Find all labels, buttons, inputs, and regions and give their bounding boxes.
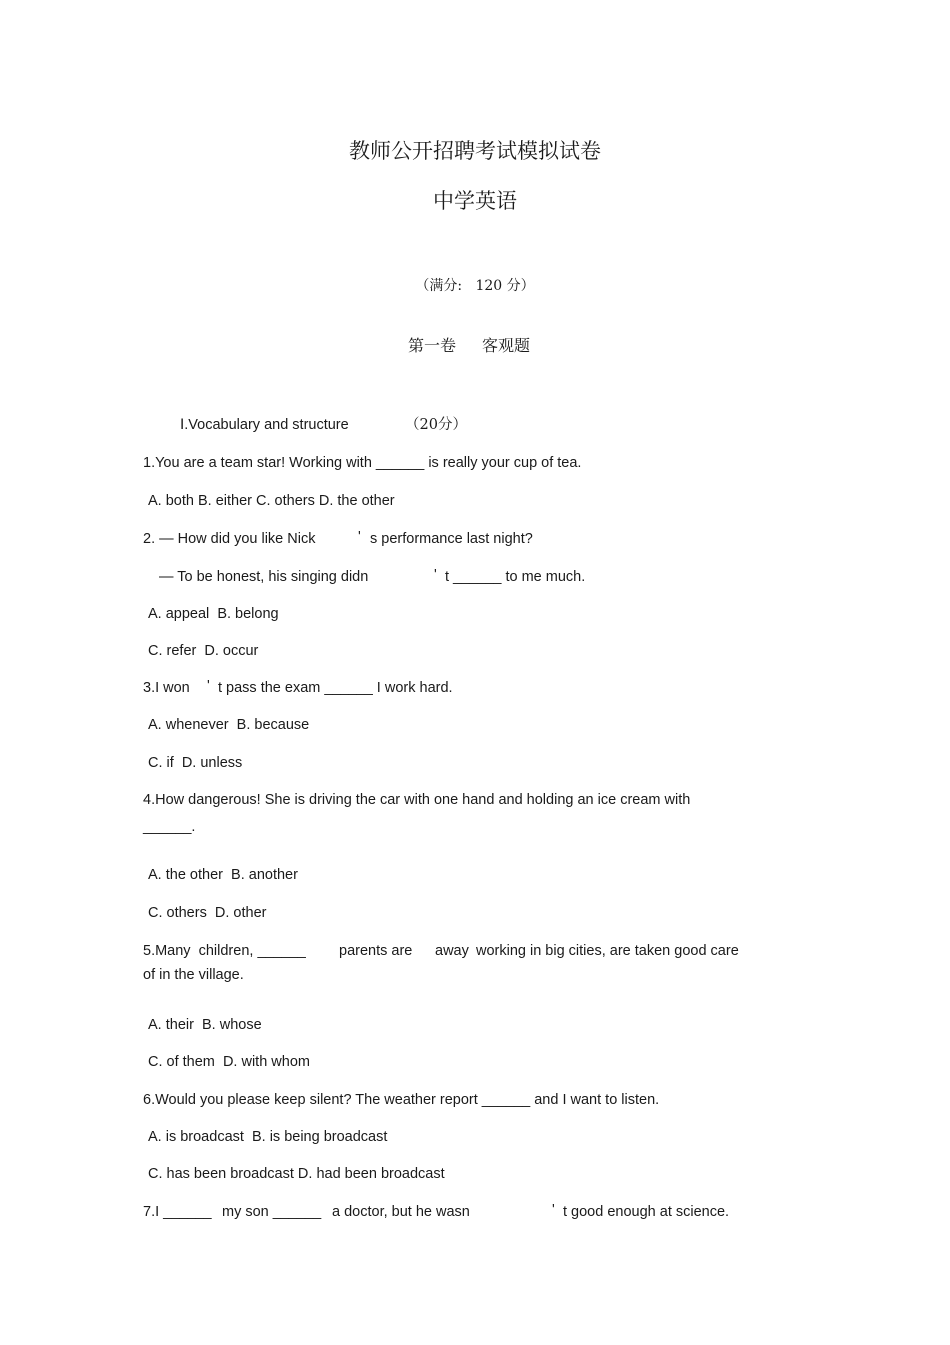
- question-2-reply-a: — To be honest, his singing didn: [159, 569, 369, 585]
- question-7-part-b: my son ______: [222, 1204, 322, 1220]
- section-heading: Ⅰ.Vocabulary and structure: [180, 417, 349, 433]
- question-5-part-b: parents are: [339, 943, 413, 959]
- part-label: 第一卷: [408, 336, 457, 355]
- question-2-reply-b: t ______ to me much.: [445, 569, 586, 585]
- question-2-part-b: s performance last night?: [370, 531, 533, 547]
- question-6-options-ab: A. is broadcast B. is being broadcast: [148, 1129, 388, 1145]
- question-5-line-2: of in the village.: [143, 967, 244, 983]
- question-6: 6.Would you please keep silent? The weather report ______ and I want to listen.: [143, 1092, 660, 1108]
- full-score: （满分: 120 分）: [415, 278, 535, 294]
- question-4-options-cd: C. others D. other: [148, 905, 267, 921]
- question-7-part-a: 7.I ______: [143, 1204, 212, 1220]
- question-1-options: A. both B. either C. others D. the other: [148, 493, 395, 509]
- question-2-part-a: 2. — How did you like Nick: [143, 531, 316, 547]
- question-5-part-c: away: [435, 943, 469, 959]
- question-4-line-1: 4.How dangerous! She is driving the car with one hand and holding an ice cream with: [143, 792, 691, 808]
- question-2-options-ab: A. appeal B. belong: [148, 606, 279, 622]
- exam-subtitle: 中学英语: [433, 189, 517, 213]
- question-3-options-cd: C. if D. unless: [148, 755, 243, 771]
- question-1: 1.You are a team star! Working with ______ is really your cup of tea.: [143, 455, 582, 471]
- apostrophe: ': [207, 678, 210, 694]
- question-5-part-a: 5.Many children, ______: [143, 943, 306, 959]
- question-7-part-d: t good enough at science.: [563, 1204, 730, 1220]
- apostrophe: ': [552, 1202, 555, 1218]
- question-2-options-cd: C. refer D. occur: [148, 643, 259, 659]
- question-5-part-d: working in big cities, are taken good care: [476, 943, 739, 959]
- question-5-options-ab: A. their B. whose: [148, 1017, 262, 1033]
- question-4-line-2: ______.: [143, 819, 196, 835]
- question-3-options-ab: A. whenever B. because: [148, 717, 310, 733]
- section-points: （20分）: [405, 417, 467, 433]
- question-3-part-b: t pass the exam ______ I work hard.: [218, 680, 453, 696]
- question-6-options-cd: C. has been broadcast D. had been broadcast: [148, 1166, 445, 1182]
- part-name: 客观题: [482, 336, 531, 355]
- question-5-options-cd: C. of them D. with whom: [148, 1054, 310, 1070]
- apostrophe: ': [434, 567, 437, 583]
- question-4-options-ab: A. the other B. another: [148, 867, 298, 883]
- question-3-part-a: 3.I won: [143, 680, 190, 696]
- question-7-part-c: a doctor, but he wasn: [332, 1204, 470, 1220]
- apostrophe: ': [358, 529, 361, 545]
- exam-title: 教师公开招聘考试模拟试卷: [349, 139, 601, 163]
